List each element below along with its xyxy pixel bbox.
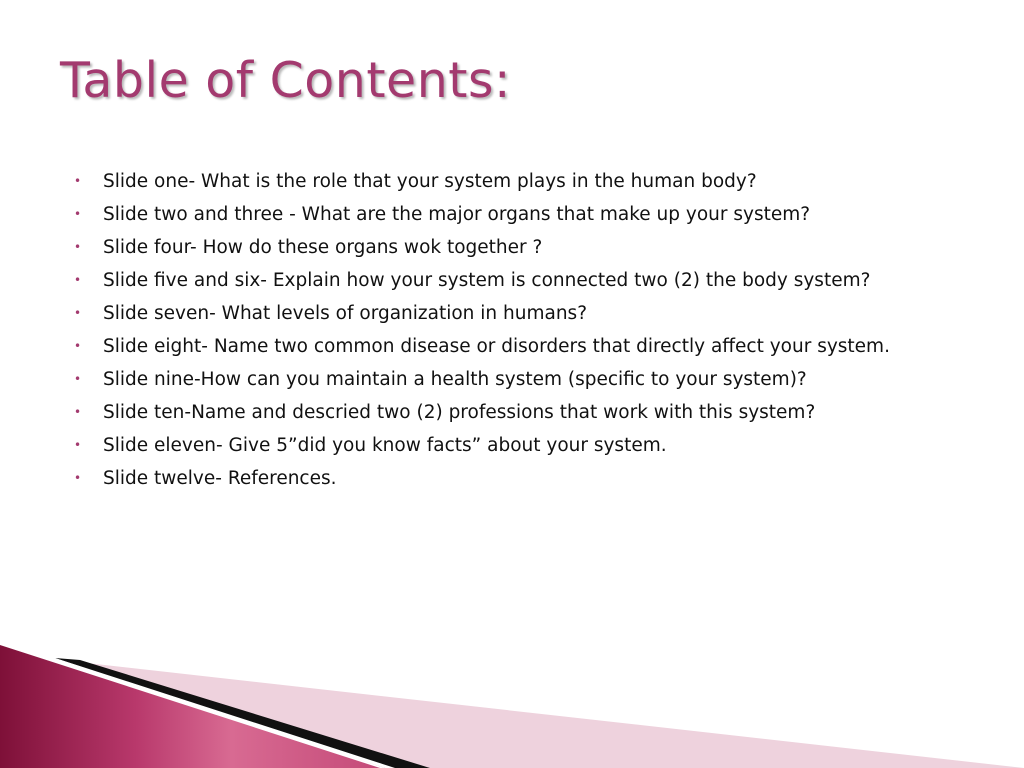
- list-item-text: Slide ten-Name and descried two (2) professions that work with this system?: [103, 402, 816, 423]
- list-item: [74, 333, 974, 361]
- bullet-dot-icon: •: [74, 306, 82, 320]
- bullet-dot-icon: •: [74, 438, 82, 452]
- bullet-dot-icon: •: [74, 273, 82, 287]
- list-item-text: Slide seven- What levels of organization in humans?: [103, 303, 588, 324]
- list-item: [74, 399, 974, 427]
- bullet-dot-icon: •: [74, 372, 82, 386]
- list-item: [74, 201, 974, 229]
- list-item: [74, 465, 974, 493]
- list-item-text: Slide twelve- References.: [103, 468, 337, 489]
- bullet-dot-icon: •: [74, 207, 82, 221]
- bullet-dot-icon: •: [74, 174, 82, 188]
- list-item-text: Slide nine-How can you maintain a health system (specific to your system)?: [103, 369, 807, 390]
- bullet-dot-icon: •: [74, 339, 82, 353]
- list-item: [74, 432, 974, 460]
- list-item: [74, 267, 974, 295]
- list-item-text: Slide eight- Name two common disease or disorders that directly affect your system.: [103, 336, 890, 357]
- list-item: [74, 300, 974, 328]
- list-item-text: Slide one- What is the role that your system plays in the human body?: [103, 171, 757, 192]
- list-item: [74, 366, 974, 394]
- list-item-text: Slide five and six- Explain how your system is connected two (2) the body system?: [103, 270, 871, 291]
- list-item: [74, 234, 974, 262]
- list-item-text: Slide four- How do these organs wok together ?: [103, 237, 543, 258]
- bullet-dot-icon: •: [74, 240, 82, 254]
- bullet-dot-icon: •: [74, 405, 82, 419]
- list-item: [74, 168, 974, 196]
- decorative-footer-band: [0, 638, 1024, 768]
- bullet-dot-icon: •: [74, 471, 82, 485]
- page-title: Table of Contents:: [60, 52, 512, 109]
- list-item-text: Slide eleven- Give 5”did you know facts” about your system.: [103, 435, 667, 456]
- list-item-text: Slide two and three - What are the major organs that make up your system?: [103, 204, 811, 225]
- table-of-contents-list: [74, 168, 974, 498]
